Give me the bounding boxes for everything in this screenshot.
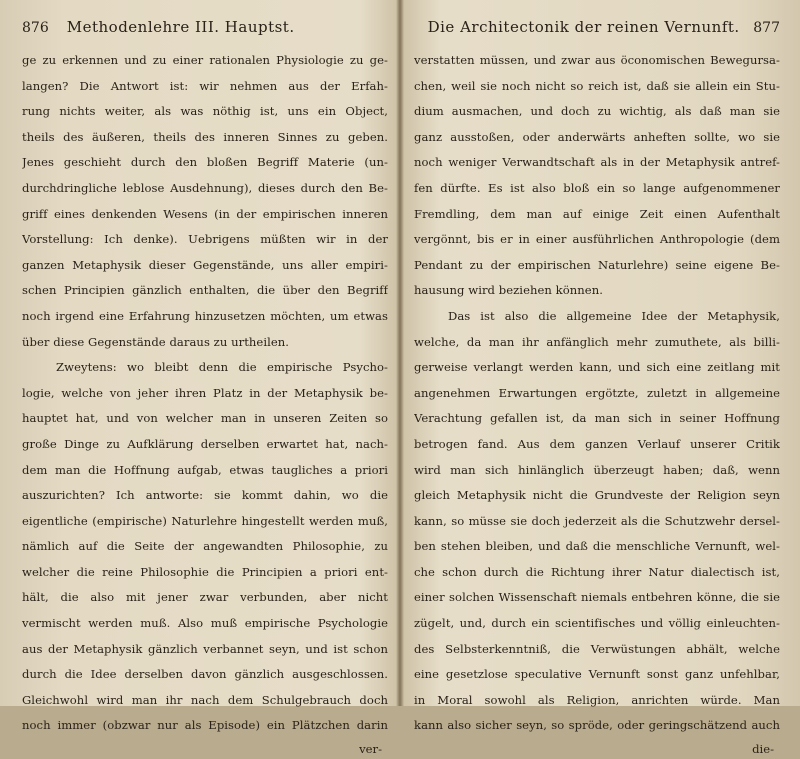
left-page-text [22,48,388,739]
text-line: ge zu erkennen und zu einer rationalen Physiologie zu ge- [22,53,388,67]
text-line: ganzen Metaphysik dieser Gegenstände, uns aller empiri- [22,257,388,272]
text-line: zügelt, und, durch ein scientifisches und völlig einleuchten- [414,616,780,631]
right-page-number: 877 [753,20,780,36]
left-page-header [22,18,388,40]
text-line: vergönnt, bis er in einer ausführlichen Anthropologie (dem [414,232,780,247]
text-line: logie, welche von jeher ihren Platz in der Metaphysik be- [22,385,388,400]
right-page-text [414,48,780,739]
text-line: langen? Die Antwort ist: wir nehmen aus der Erfah- [22,78,388,93]
text-line: griff eines denkenden Wesens (in der empirischen inneren [22,206,388,221]
text-line: eigentliche (empirische) Naturlehre hingestellt werden muß, [22,513,388,528]
text-line: gerweise verlangt werden kann, und sich eine zeitlang mit [414,360,780,375]
text-line: einer solchen Wissenschaft niemals entbehren könne, die sie [414,590,780,605]
text-line: gleich Metaphysik nicht die Grundveste der Religion seyn [414,488,780,503]
text-line: dem man die Hoffnung aufgab, etwas taugliches a priori [22,462,388,477]
text-line: dium ausmachen, und doch zu wichtig, als daß man sie [414,104,780,119]
text-line: durchdringliche leblose Ausdehnung), dieses durch den Be- [22,180,388,195]
text-line: Zweytens: wo bleibt denn die empirische Psycho- [56,360,388,375]
text-line: hauptet hat, und von welcher man in unseren Zeiten so [22,411,388,426]
text-line: rung nichts weiter, als was nöthig ist, uns ein Object, [22,104,388,119]
text-line: hausung wird beziehen können. [414,283,603,298]
text-line: des Selbsterkenntniß, die Verwüstungen abhält, welche [414,641,780,656]
text-line: auszurichten? Ich antworte: sie kommt dahin, wo die [22,488,388,503]
text-line: vermischt werden muß. Also muß empirische Psychologie [22,616,388,631]
text-line: welche, da man ihr anfänglich mehr zumuthete, als billi- [414,334,780,349]
text-line: nämlich auf die Seite der angewandten Philosophie, zu [22,539,388,554]
right-catchword: die- [752,742,774,757]
left-catchword: ver- [359,742,382,757]
right-page [402,0,800,757]
text-line: ben stehen bleiben, und daß die menschliche Vernunft, wel- [414,539,780,554]
text-line: aus der Metaphysik gänzlich verbannet seyn, und ist schon [22,641,388,656]
left-page [0,0,398,757]
text-line: noch immer (obzwar nur als Episode) ein Plätzchen darin [22,718,388,733]
text-line: betrogen fand. Aus dem ganzen Verlauf unserer Critik [414,436,780,451]
right-running-head: Die Architectonik der reinen Vernunft. [427,18,740,36]
left-page-number: 876 [22,20,49,36]
text-line: che schon durch die Richtung ihrer Natur dialectisch ist, [414,564,780,579]
text-line: angenehmen Erwartungen ergötzte, zuletzt in allgemeine [414,385,780,400]
text-line: über diese Gegenstände daraus zu urtheilen. [22,334,290,349]
text-line: kann, so müsse sie doch jederzeit als die Schutzwehr dersel- [414,513,780,528]
text-line: ganz ausstoßen, oder anderwärts anheften sollte, wo sie [414,129,780,144]
text-line: verstatten müssen, und zwar aus öconomischen Bewegursa- [414,53,780,67]
text-line: Das ist also die allgemeine Idee der Metaphysik, [448,308,780,323]
left-running-head: Methodenlehre III. Hauptst. [66,18,295,36]
text-line: Gleichwohl wird man ihr nach dem Schulgebrauch doch [22,692,388,707]
text-line: hält, die also mit jener zwar verbunden, aber nicht [22,590,388,605]
text-line: Jenes geschieht durch den bloßen Begriff Materie (un- [22,155,388,170]
text-line: welcher die reine Philosophie die Principien a priori ent- [22,564,388,579]
text-line: fen dürfte. Es ist also bloß ein so lange aufgenommener [414,180,780,195]
text-line: Vorstellung: Ich denke). Uebrigens müßten wir in der [22,232,388,247]
text-line: Pendant zu der empirischen Naturlehre) seine eigene Be- [414,257,780,272]
text-line: noch weniger Verwandtschaft als in der Metaphysik antref- [414,155,780,170]
text-line: wird man sich hinlänglich überzeugt haben; daß, wenn [414,462,780,477]
text-line: noch irgend eine Erfahrung hinzusetzen möchten, um etwas [22,308,388,323]
text-line: chen, weil sie noch nicht so reich ist, daß sie allein ein Stu- [414,78,780,93]
text-line: schen Principien gänzlich enthalten, die über den Begriff [22,283,388,298]
text-line: große Dinge zu Aufklärung derselben erwartet hat, nach- [22,436,388,451]
text-line: in Moral sowohl als Religion, anrichten würde. Man [414,692,780,707]
text-line: durch die Idee derselben davon gänzlich ausgeschlossen. [22,667,388,682]
right-page-header [414,18,780,40]
text-line: kann also sicher seyn, so spröde, oder geringschätzend auch [414,718,780,733]
text-line: theils des äußeren, theils des inneren Sinnes zu geben. [22,129,388,144]
text-line: Verachtung gefallen ist, da man sich in seiner Hoffnung [414,411,780,426]
text-line: Fremdling, dem man auf einige Zeit einen Aufenthalt [414,206,780,221]
text-line: eine gesetzlose speculative Vernunft sonst ganz unfehlbar, [414,667,780,682]
